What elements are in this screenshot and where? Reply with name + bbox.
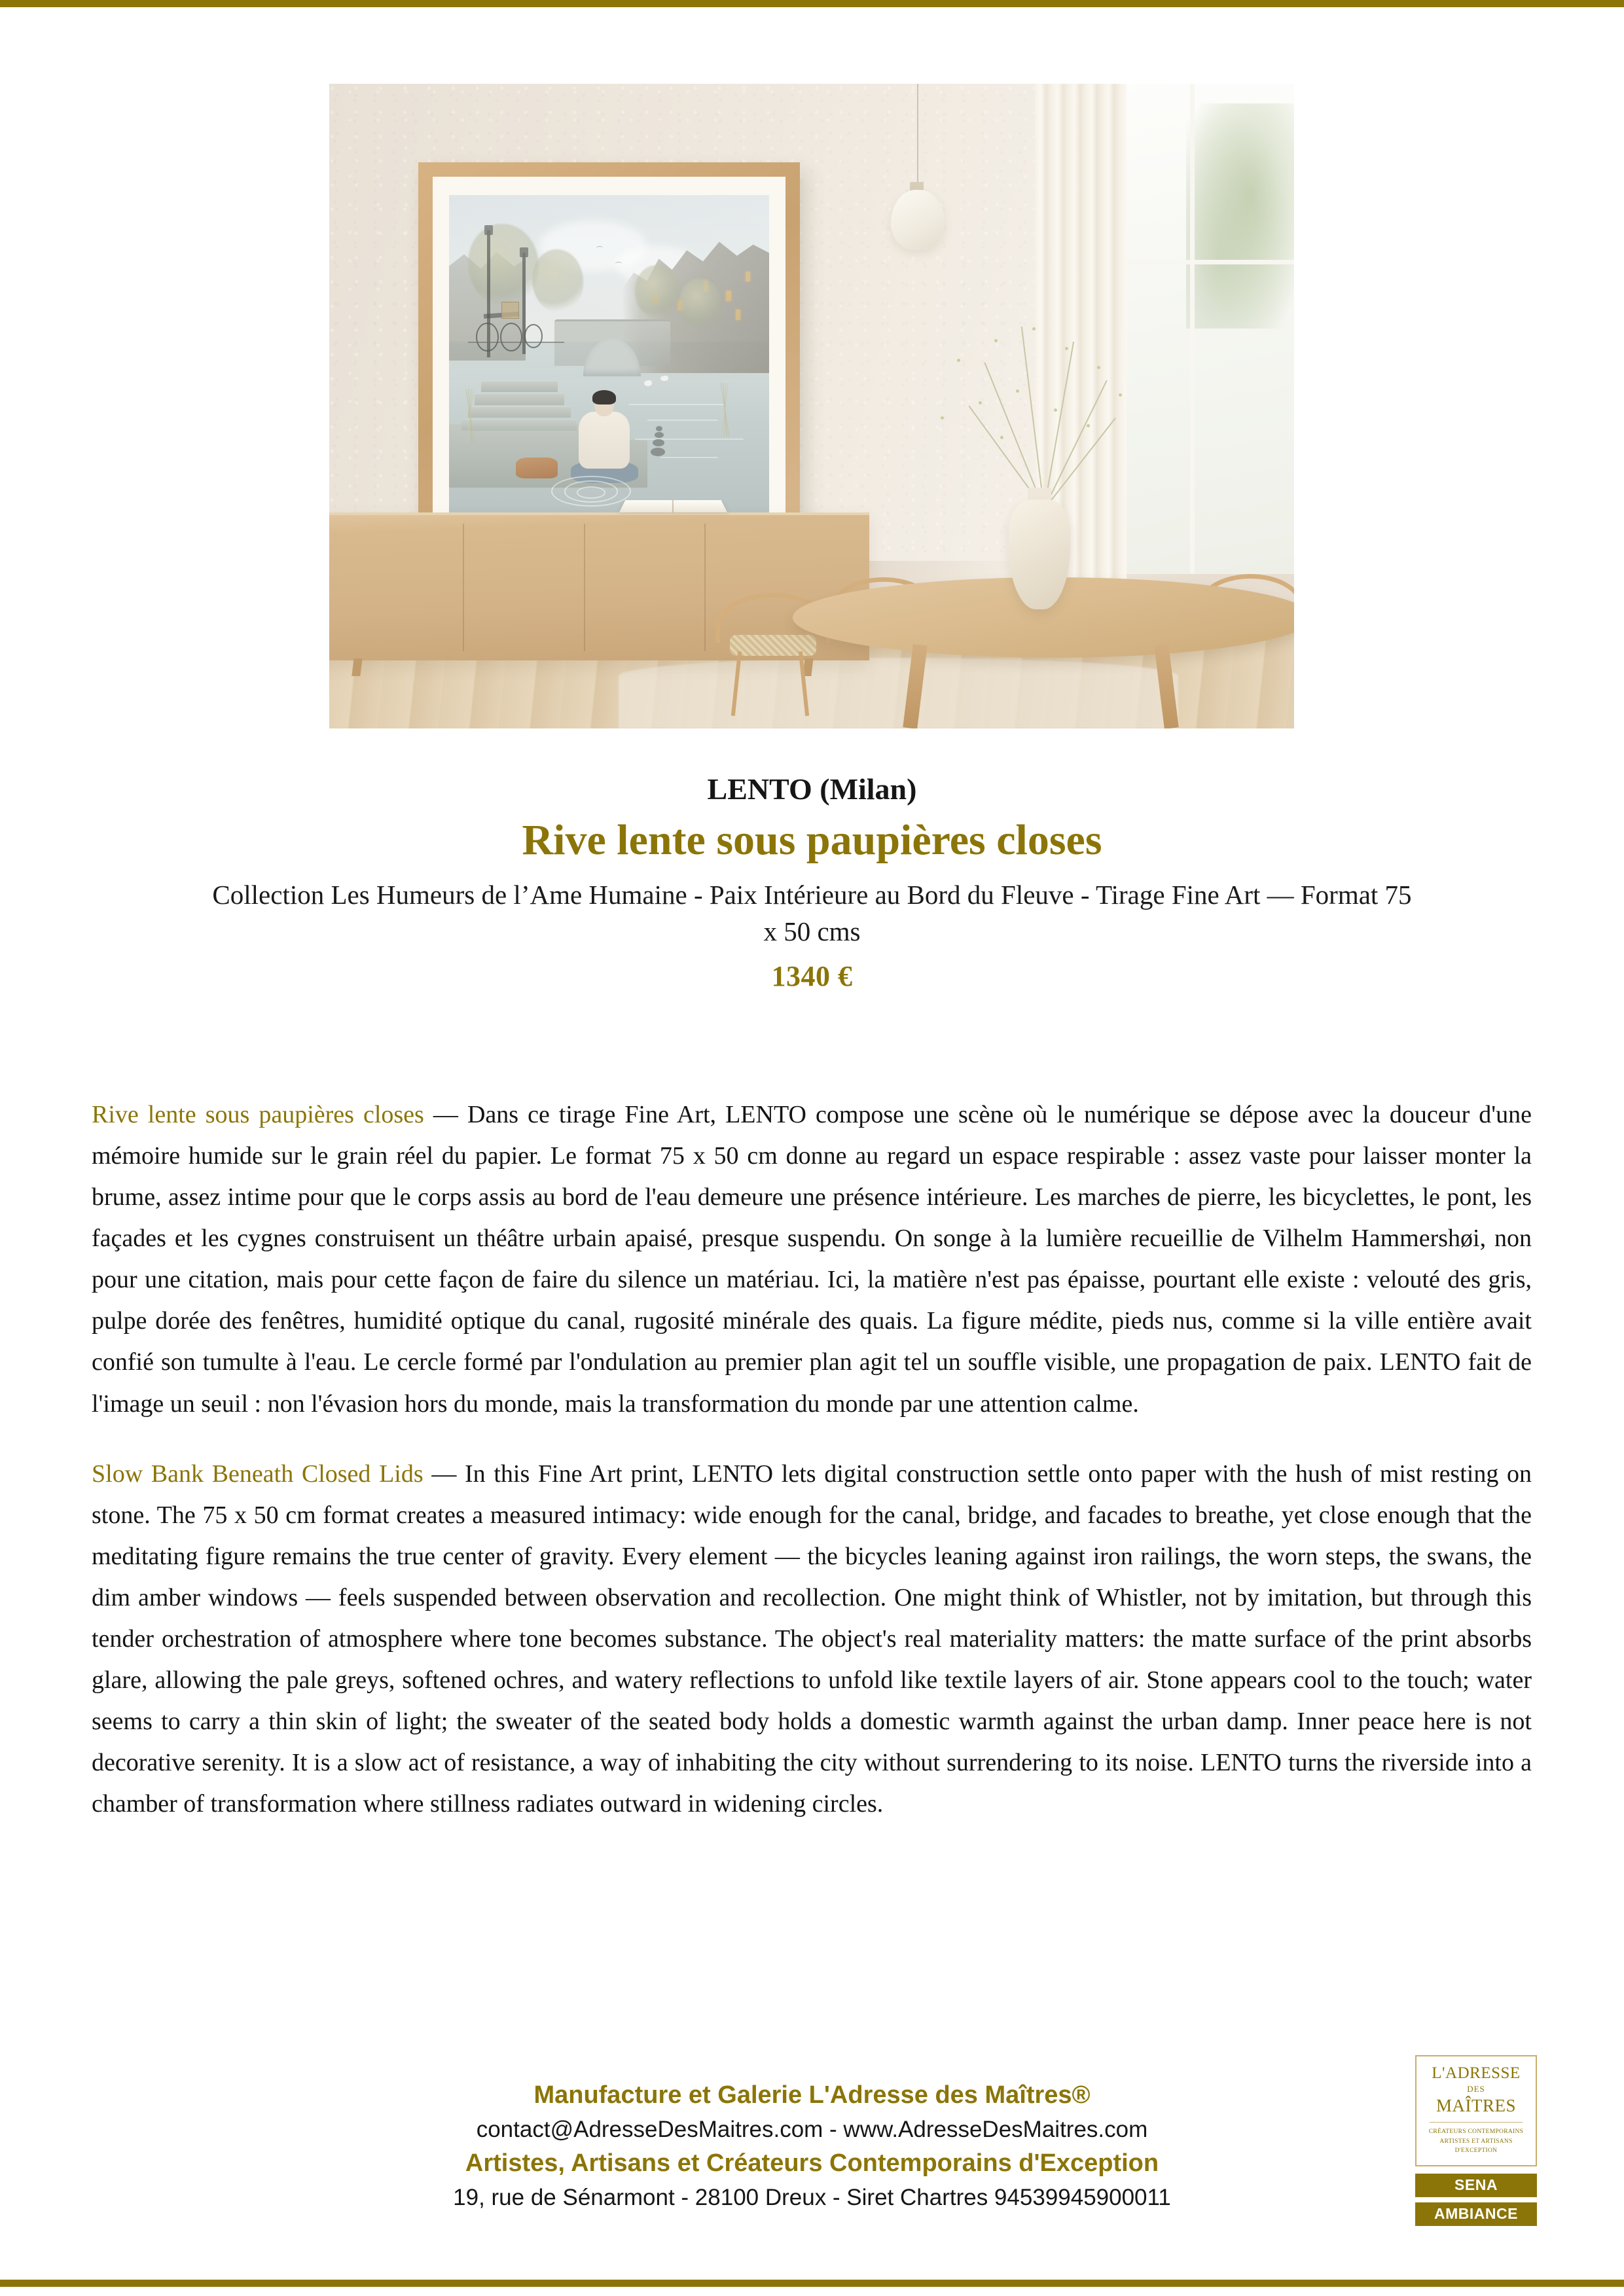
branch (1043, 380, 1108, 509)
footer-company-name: Manufacture et Galerie L'Adresse des Maîtres® (533, 2081, 1091, 2109)
branch-leaf (941, 416, 944, 420)
window-mullion-horizontal (1101, 260, 1294, 264)
artwork-water-reflection (628, 404, 725, 405)
branch-leaf (1065, 347, 1068, 350)
window-foliage (1186, 103, 1294, 329)
artwork-water-reflection (647, 420, 718, 421)
badge-sena: SENA (1415, 2174, 1537, 2197)
dried-branches (908, 316, 1178, 510)
logo-tagline-1: CRÉATEURS CONTEMPORAINS (1428, 2128, 1524, 2136)
logo-tagline-2: ARTISTES ET ARTISANS (1439, 2138, 1513, 2145)
description-text-fr: Dans ce tirage Fine Art, LENTO compose une scène où le numérique se dépose avec la douceur d'une mémoire humide sur le grain réel du papier. Le format 75 x 50 cm donne au regard un espace respirable : assez vaste pour laisser monter la brume, assez intime pour que le corps assis au bord de l'eau demeure une présence intérieure. Les marches de pierre, les bicyclettes, le pont, les façades et les cygnes construisent un théâtre urbain apaisé, presque suspendu. On songe à la lumière recueillie de Vilhelm Hammershøi, non pour une citation, mais pour cette façon de faire du silence un matériau. Ici, la matière n'est pas épaisse, pourtant elle existe : velouté des gris, pulpe dorée des fenêtres, humidité optique du canal, rugosité minérale des quais. La figure médite, pieds nus, comme si la ville entière avait confié son tumulte à l'eau. Le cercle formé par l'ondulation au premier plan agit tel un souffle visible, une propagation de paix. LENTO fait de l'image un seuil : non l'évasion hors du monde, mais la transformation du monde par une attention calme. (92, 1101, 1532, 1418)
artwork-cairn-stone (656, 426, 662, 431)
badge-ambiance: AMBIANCE (1415, 2202, 1537, 2226)
artwork-subtitle: Collection Les Humeurs de l’Ame Humaine - Paix Intérieure au Bord du Fleuve - Tirage Fine Art — Format 75 x 50 cms (212, 879, 1412, 947)
branch-leaf (1119, 393, 1122, 397)
artwork-satchel (516, 457, 558, 478)
interior-photo (329, 84, 1294, 728)
open-book (619, 501, 727, 512)
artwork-lamp-head (484, 225, 493, 235)
bottom-gold-rule (0, 2280, 1624, 2287)
artwork-figure-hair (592, 390, 616, 404)
branch (1043, 342, 1074, 509)
artwork-stone-step (481, 381, 558, 393)
pendant-lamp-icon (891, 190, 945, 251)
sideboard-door-seam (704, 524, 706, 651)
branch-leaf (1087, 424, 1090, 427)
artwork-cairn-stone (651, 448, 665, 456)
top-gold-rule (0, 0, 1624, 7)
artwork-lamp-head (520, 247, 528, 257)
ceramic-vase (1009, 499, 1070, 609)
description-block (92, 1094, 1532, 1854)
artwork-swan (660, 376, 668, 382)
artwork-lit-window (736, 310, 740, 320)
sideboard-leg (352, 658, 363, 676)
branch-leaf (1016, 389, 1019, 393)
logo-divider (1430, 2122, 1523, 2123)
artwork-swan (644, 380, 652, 386)
picture-frame (418, 162, 801, 546)
description-separator-en: — (423, 1460, 465, 1488)
artwork-bicycle-wheel (524, 324, 543, 348)
rug (619, 658, 1178, 728)
logo-tagline-3: D'EXCEPTION (1454, 2147, 1498, 2155)
artist-name: LENTO (Milan) (707, 772, 917, 806)
branch-leaf (1097, 366, 1100, 369)
artwork-lit-window (746, 272, 750, 282)
artwork-bird-icon (596, 246, 603, 250)
footer (0, 2078, 1624, 2214)
artwork-tree (635, 265, 680, 319)
branch-leaf (1032, 327, 1036, 331)
footer-contact[interactable]: contact@AdresseDesMaitres.com - www.AdresseDesMaitres.com (476, 2116, 1148, 2142)
artwork-ripple (577, 486, 605, 499)
artwork-water-reflection (635, 439, 744, 440)
artwork-cairn-stone (653, 439, 664, 446)
artwork-stone-step (475, 393, 564, 405)
logo-line-des: DES (1467, 2084, 1485, 2094)
page-title: Rive lente sous paupières closes (522, 816, 1102, 864)
sideboard-door-seam (463, 524, 464, 651)
branch-leaf (1000, 436, 1003, 439)
window-mullion-vertical (1190, 84, 1195, 574)
footer-tagline: Artistes, Artisans et Créateurs Contemporains d'Exception (465, 2149, 1159, 2177)
branch-leaf (957, 359, 960, 362)
artwork-reeds (712, 383, 740, 437)
description-text-en: In this Fine Art print, LENTO lets digital construction settle onto paper with the hush of mist resting on stone. The 75 x 50 cm format creates a measured intimacy: wide enough for the canal, bridge, and facades to breathe, yet close enough that the meditating figure remains the true center of gravity. Every element — the bicycles leaning against iron railings, the worn steps, the swans, the dim amber windows — feels suspended between observation and recollection. One might think of Whistler, not by imitation, but through this tender orchestration of atmosphere where tone becomes substance. The object's real materiality matters: the matte surface of the print absorbs glare, allowing the pale greys, softened ochres, and watery reflections to unfold like textile layers of air. Stone appears cool to the touch; water seems to carry a thin skin of light; the sweater of the seated body holds a domestic warmth against the urban damp. Inner peace here is not decorative serenity. It is a slow act of resistance, a way of inhabiting the city without surrendering to its noise. LENTO turns the riverside into a chamber of transformation where stillness radiates outward in widening circles. (92, 1460, 1532, 1818)
logo-line-maitres: MAÎTRES (1435, 2096, 1516, 2116)
dining-chair-seat (730, 635, 817, 656)
branch-leaf (979, 401, 982, 404)
artwork-bicycle-wheel (476, 323, 498, 352)
branch-leaf (1054, 408, 1057, 412)
description-lead-fr: Rive lente sous paupières closes (92, 1101, 424, 1128)
artwork-tree (679, 278, 721, 329)
logo-line-adresse: L'ADRESSE (1432, 2064, 1521, 2082)
description-paragraph-en (92, 1454, 1532, 1825)
footer-address: 19, rue de Sénarmont - 28100 Dreux - Siret Chartres 94539945900011 (453, 2184, 1171, 2210)
description-separator-fr: — (424, 1101, 467, 1128)
sideboard-door-seam (584, 524, 585, 651)
artwork-iron-railing (468, 342, 564, 343)
brand-logo (1415, 2055, 1537, 2226)
hero-image (329, 84, 1294, 728)
artwork-reeds (457, 389, 486, 444)
branch-leaf (994, 339, 998, 342)
frame-mat (433, 177, 785, 531)
description-paragraph-fr (92, 1094, 1532, 1425)
artwork-water-reflection (660, 457, 718, 458)
price-label: 1340 € (771, 960, 853, 992)
artwork-figure-body (579, 412, 630, 469)
artwork-tree (532, 249, 583, 313)
description-lead-en: Slow Bank Beneath Closed Lids (92, 1460, 424, 1488)
logo-box (1415, 2055, 1537, 2166)
artwork-lit-window (726, 291, 731, 301)
artwork-canal-scene (449, 195, 770, 513)
branch (1043, 418, 1116, 510)
title-block (98, 772, 1526, 993)
pendant-cord (917, 84, 918, 193)
artwork-bicycle-basket (501, 302, 518, 319)
